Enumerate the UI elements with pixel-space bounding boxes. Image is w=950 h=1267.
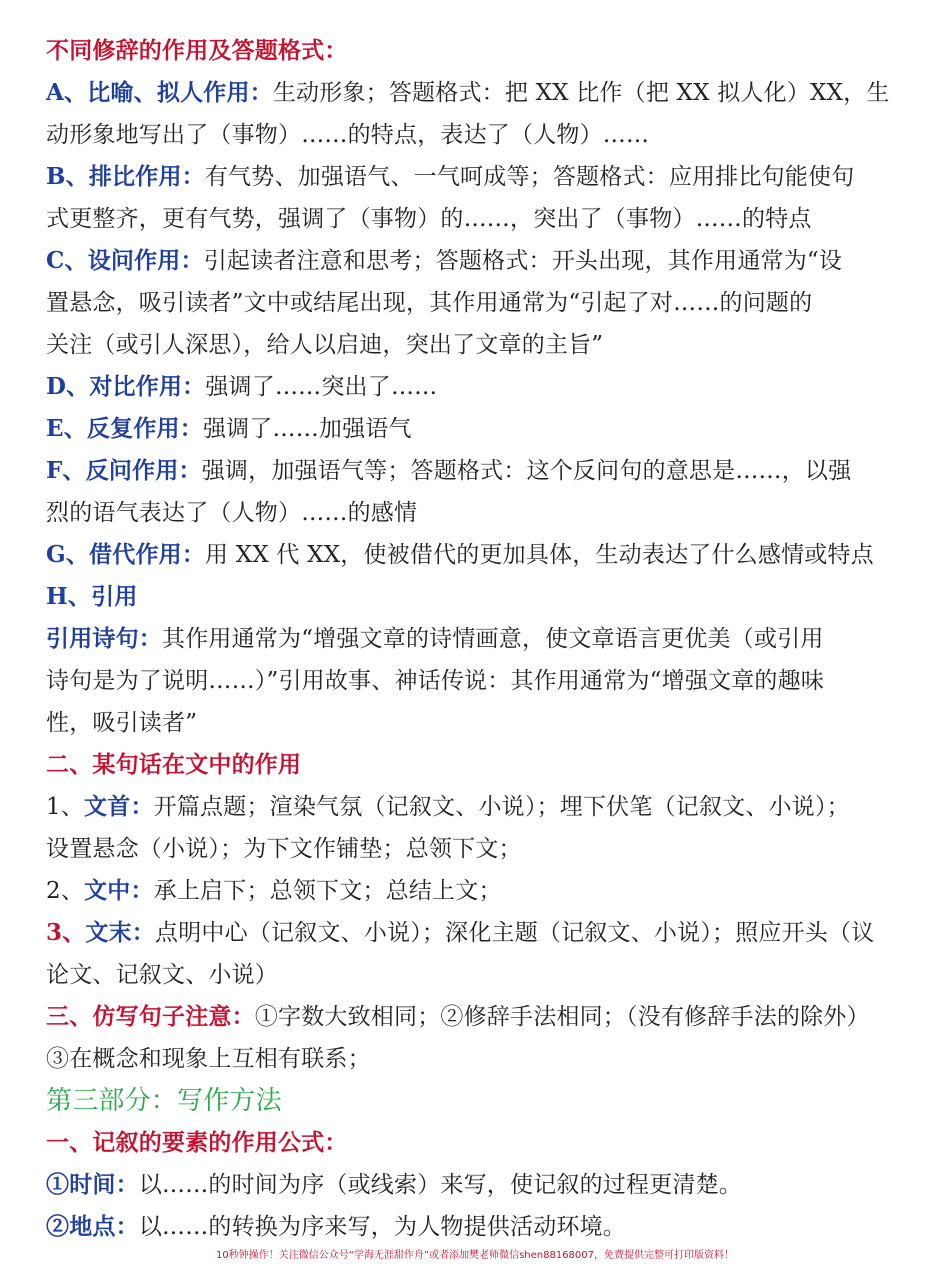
three-text2: ③在概念和现象上互相有联系；	[46, 1046, 371, 1072]
item-f-line1	[46, 450, 904, 492]
time-line	[46, 1164, 904, 1206]
item-e-line1	[46, 408, 904, 450]
item-a-line1	[46, 72, 904, 114]
item-c-text1: 引起读者注意和思考；答题格式：开头出现，其作用通常为“设	[203, 248, 843, 274]
item-d-label: D、对比作用：	[46, 373, 206, 400]
item-f-text1: 强调，加强语气等；答题格式：这个反问句的意思是……，以强	[201, 458, 852, 484]
rhetoric-title: 不同修辞的作用及答题格式：	[46, 37, 348, 64]
s3-label: 文末：	[85, 919, 156, 946]
item-e-text1: 强调了……加强语气	[202, 416, 412, 442]
item-h-label: H、引用	[46, 583, 138, 610]
s1-text1: 开篇点题；渲染气氛（记叙文、小说）；埋下伏笔（记叙文、小说）；	[153, 794, 850, 820]
s2-num: 2、	[46, 878, 85, 904]
time-label: ①时间：	[46, 1171, 139, 1198]
quote-text3: 性，吸引读者”	[46, 710, 198, 736]
s1-num: 1、	[46, 794, 85, 820]
s2-text1: 承上启下；总领下文；总结上文；	[153, 878, 502, 904]
s3-num: 3、	[46, 919, 86, 946]
item-c-line1	[46, 240, 904, 282]
place-text: 以……的转换为序来写，为人物提供活动环境。	[138, 1214, 627, 1240]
item-f-label: F、反问作用：	[46, 457, 202, 484]
item-a-text1: 生动形象；答题格式：把 XX 比作（把 XX 拟人化）XX，生	[272, 80, 890, 106]
s1-line1	[46, 786, 904, 828]
s3-text1: 点明中心（记叙文、小说）；深化主题（记叙文、小说）；照应开头（议	[155, 920, 875, 946]
place-line	[46, 1206, 904, 1248]
item-c-label: C、设问作用：	[46, 247, 204, 274]
item-b-line1	[46, 156, 904, 198]
s2-label: 文中：	[84, 877, 154, 904]
item-g-text1: 用 XX 代 XX，使被借代的更加具体，生动表达了什么感情或特点	[205, 542, 874, 568]
item-a-label: A、比喻、拟人作用：	[46, 79, 273, 106]
narrative-title: 一、记叙的要素的作用公式：	[46, 1129, 348, 1156]
s3-line1	[46, 912, 904, 954]
three-label: 三、仿写句子注意：	[46, 1003, 255, 1030]
item-c-text2: 置悬念，吸引读者”文中或结尾出现，其作用通常为“引起了对……的问题的	[46, 290, 813, 316]
item-d-line1	[46, 366, 904, 408]
quote-line1	[46, 618, 904, 660]
time-text: 以……的时间为序（或线索）来写，使记叙的过程更清楚。	[138, 1172, 743, 1198]
item-b-text2: 式更整齐，更有气势，强调了（事物）的……，突出了（事物）……的特点	[46, 206, 812, 232]
quote-label: 引用诗句：	[46, 625, 162, 652]
item-a-text2: 动形象地写出了（事物）……的特点，表达了（人物）……	[46, 122, 650, 148]
item-c-text3: 关注（或引人深思），给人以启迪，突出了文章的主旨”	[46, 332, 604, 358]
place-label: ②地点：	[46, 1213, 139, 1240]
s2-line1	[46, 870, 904, 912]
s1-text2: 设置悬念（小说）；为下文作铺垫；总领下文；	[46, 836, 522, 862]
three-text1: ①字数大致相同；②修辞手法相同；（没有修辞手法的除外）	[254, 1004, 870, 1030]
s3-text2: 论文、记叙文、小说）	[46, 962, 278, 988]
item-e-label: E、反复作用：	[46, 415, 203, 442]
item-g-line1	[46, 534, 904, 576]
item-f-text2: 烈的语气表达了（人物）……的感情	[46, 500, 418, 526]
quote-text1: 其作用通常为“增强文章的诗情画意，使文章语言更优美（或引用	[162, 626, 824, 652]
section-two-title: 二、某句话在文中的作用	[46, 751, 302, 778]
quote-text2: 诗句是为了说明……）”引用故事、神话传说：其作用通常为“增强文章的趣味	[46, 668, 825, 694]
footer-notice: 10秒钟操作！关注微信公众号“学海无涯甜作舟”或者添加樊老师微信shen88168007，免费提供完整可打印版资料！	[215, 1250, 735, 1261]
item-b-text1: 有气势、加强语气、一气呵成等；答题格式：应用排比句能使句	[204, 164, 855, 190]
item-g-label: G、借代作用：	[46, 541, 206, 568]
item-d-text1: 强调了……突出了……	[205, 374, 438, 400]
part-three-title: 第三部分：写作方法	[46, 1086, 282, 1116]
s1-label: 文首：	[84, 793, 154, 820]
item-b-label: B、排比作用：	[46, 163, 205, 190]
three-line1	[46, 996, 904, 1038]
